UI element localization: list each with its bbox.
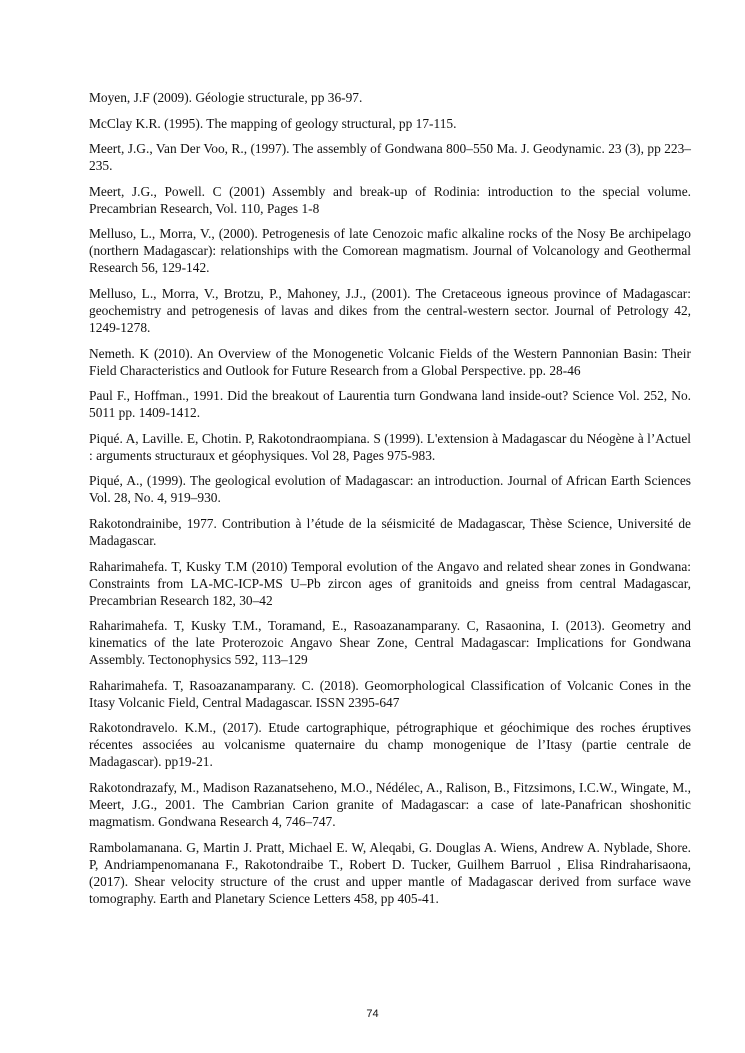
reference-entry: Moyen, J.F (2009). Géologie structurale, pp 36-97. — [89, 90, 363, 105]
reference-entry: Meert, J.G., Van Der Voo, R., (1997). The assembly of Gondwana 800–550 Ma. J. Geodynamic. 23 (3), pp 223–235. — [89, 141, 691, 174]
reference-entry: Rambolamanana. G, Martin J. Pratt, Michael E. W, Aleqabi, G. Douglas A. Wiens, Andrew A. Nyblade, Shore. P, Andriampenomanana F., Rakotondraibe T., Robert D. Tucker, Guilhem Barruol , Elisa Rindraharisaona, (2017). Shear velocity structure of the crust and upper mantle of Madagascar derived from surface wave tomography. Earth and Planetary Science Letters 458, pp 405-41. — [89, 839, 691, 906]
reference-entry: Piqué. A, Laville. E, Chotin. P, Rakotondraompiana. S (1999). L'extension à Madagascar du Néogène à l’Actuel : arguments structuraux et géophysiques. Vol 28, Pages 975-983. — [89, 430, 691, 463]
reference-entry: McClay K.R. (1995). The mapping of geology structural, pp 17-115. — [89, 115, 457, 131]
reference-entry: Rakotondrainibe, 1977. Contribution à l’étude de la séismicité de Madagascar, Thèse Science, Université de Madagascar. — [89, 515, 691, 548]
reference-list — [89, 89, 691, 915]
reference-entry: Rakotondrazafy, M., Madison Razanatseheno, M.O., Nédélec, A., Ralison, B., Fitzsimons, I.C.W., Wingate, M., Meert, J.G., 2001. The Cambrian Carion granite of Madagascar: a case of late-Panafrican shoshonitic magmatism. Gondwana Research 4, 746–747. — [89, 779, 691, 829]
reference-entry: Melluso, L., Morra, V., Brotzu, P., Mahoney, J.J., (2001). The Cretaceous igneous province of Madagascar: geochemistry and petrogenesis of lavas and dikes from the central-western sector. Journal of Petrology 42, 1249-1278. — [89, 285, 691, 335]
reference-entry: Paul F., Hoffman., 1991. Did the breakout of Laurentia turn Gondwana land inside-out? Science Vol. 252, No. 5011 pp. 1409-1412. — [89, 388, 691, 421]
reference-entry: Raharimahefa. T, Kusky T.M., Toramand, E., Rasoazanamparany. C, Rasaonina, I. (2013). Geometry and kinematics of the late Proterozoic Angavo Shear Zone, Central Madagascar: Implications for Gondwana Assembly. Tectonophysics 592, 113–129 — [89, 618, 691, 668]
reference-entry: Raharimahefa. T, Kusky T.M (2010) Temporal evolution of the Angavo and related shear zones in Gondwana: Constraints from LA-MC-ICP-MS U–Pb zircon ages of granitoids and gneiss from central Madagascar, Precambrian Research 182, 30–42 — [89, 558, 691, 608]
reference-entry: Piqué, A., (1999). The geological evolution of Madagascar: an introduction. Journal of African Earth Sciences Vol. 28, No. 4, 919–930. — [89, 473, 691, 506]
reference-entry: Nemeth. K (2010). An Overview of the Monogenetic Volcanic Fields of the Western Pannonian Basin: Their Field Characteristics and Outlook for Future Research from a Global Perspective. pp. 28-46 — [89, 345, 691, 378]
page-number: 74 — [366, 1008, 379, 1020]
reference-entry: Meert, J.G., Powell. C (2001) Assembly and break-up of Rodinia: introduction to the special volume. Precambrian Research, Vol. 110, Pages 1-8 — [89, 183, 691, 216]
reference-entry: Raharimahefa. T, Rasoazanamparany. C. (2018). Geomorphological Classification of Volcanic Cones in the Itasy Volcanic Field, Central Madagascar. ISSN 2395-647 — [89, 677, 691, 710]
reference-entry: Melluso, L., Morra, V., (2000). Petrogenesis of late Cenozoic mafic alkaline rocks of the Nosy Be archipelago (northern Madagascar): relationships with the Comorean magmatism. Journal of Volcanology and Geothermal Research 56, 129-142. — [89, 226, 691, 276]
reference-entry: Rakotondravelo. K.M., (2017). Etude cartographique, pétrographique et géochimique des roches éruptives récentes associées au volcanisme quaternaire du champ monogenique de l’Itasy (partie centrale de Madagascar). pp19-21. — [89, 720, 691, 770]
